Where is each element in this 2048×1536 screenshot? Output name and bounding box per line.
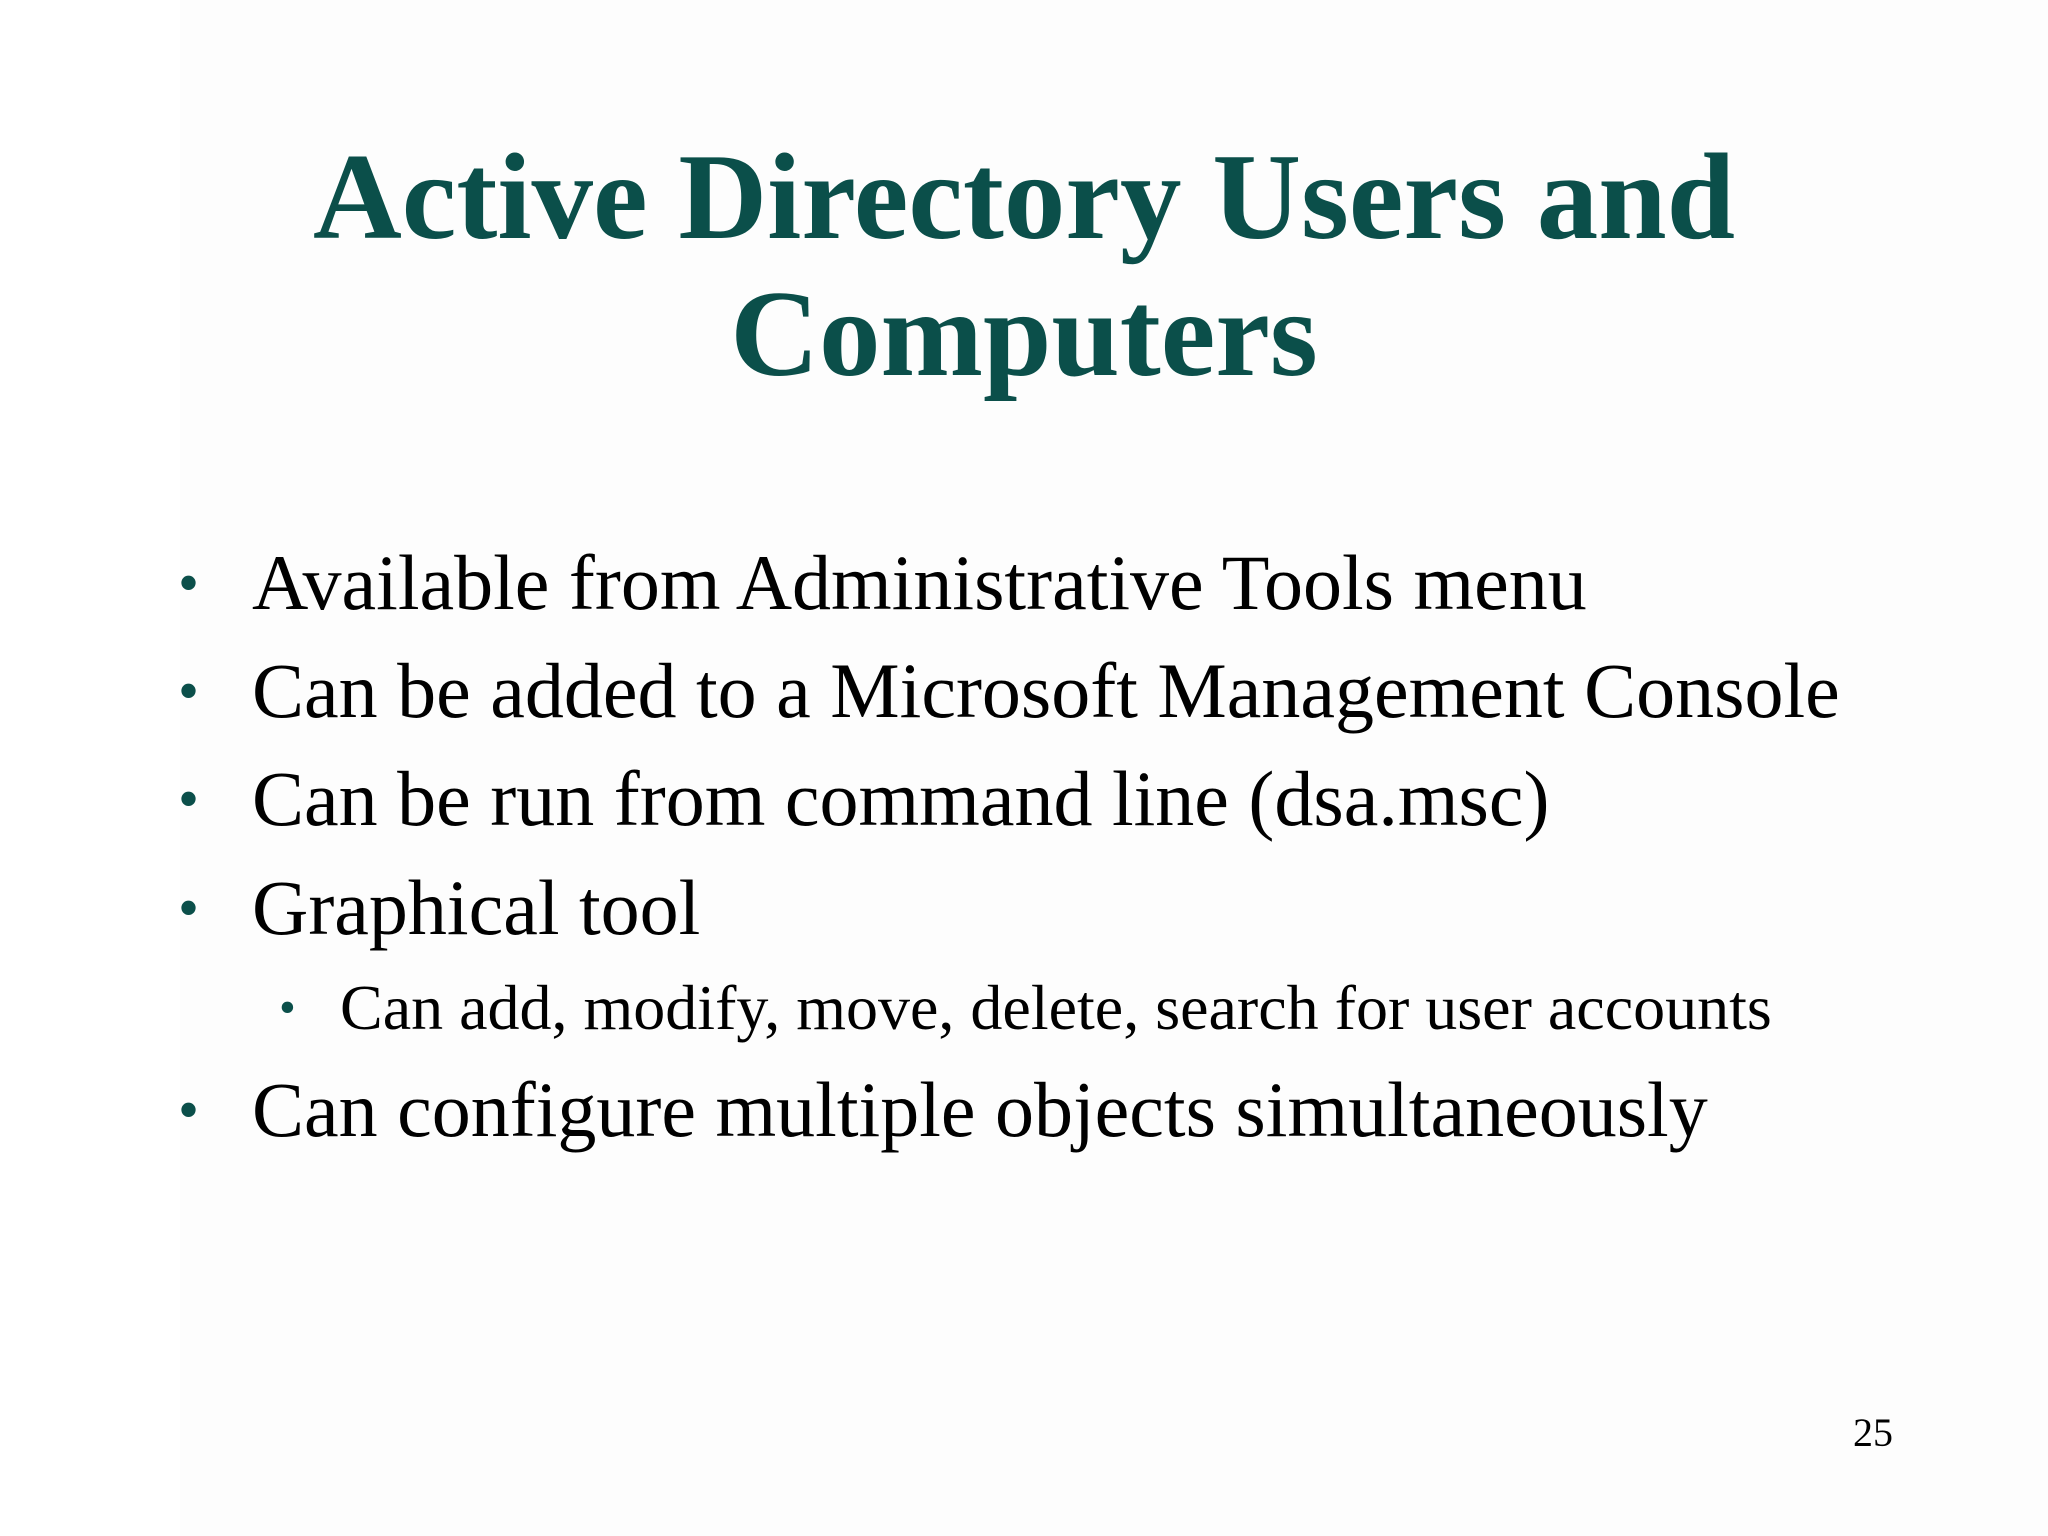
- bullet-dot-icon: •: [178, 875, 200, 941]
- sub-bullet-text: Can add, modify, move, delete, search for user accounts: [340, 972, 1772, 1043]
- bullet-text: Can be run from command line (dsa.msc): [252, 755, 1550, 842]
- bullet-dot-icon: •: [178, 658, 200, 724]
- bullet-dot-icon: •: [178, 550, 200, 616]
- slide-title-line-1: Active Directory Users and: [312, 128, 1736, 265]
- bullet-text: Can be added to a Microsoft Management Console: [252, 647, 1840, 734]
- slide-title-line-2: Computers: [730, 265, 1318, 402]
- page-number: 25: [1853, 1410, 1893, 1455]
- bullet-text: Available from Administrative Tools menu: [252, 539, 1587, 626]
- bullet-dot-icon: •: [178, 766, 200, 832]
- bullet-dot-icon: •: [279, 981, 296, 1034]
- bullet-text: Graphical tool: [252, 864, 701, 951]
- bullet-dot-icon: •: [178, 1077, 200, 1143]
- bullet-text: Can configure multiple objects simultaneously: [252, 1066, 1708, 1153]
